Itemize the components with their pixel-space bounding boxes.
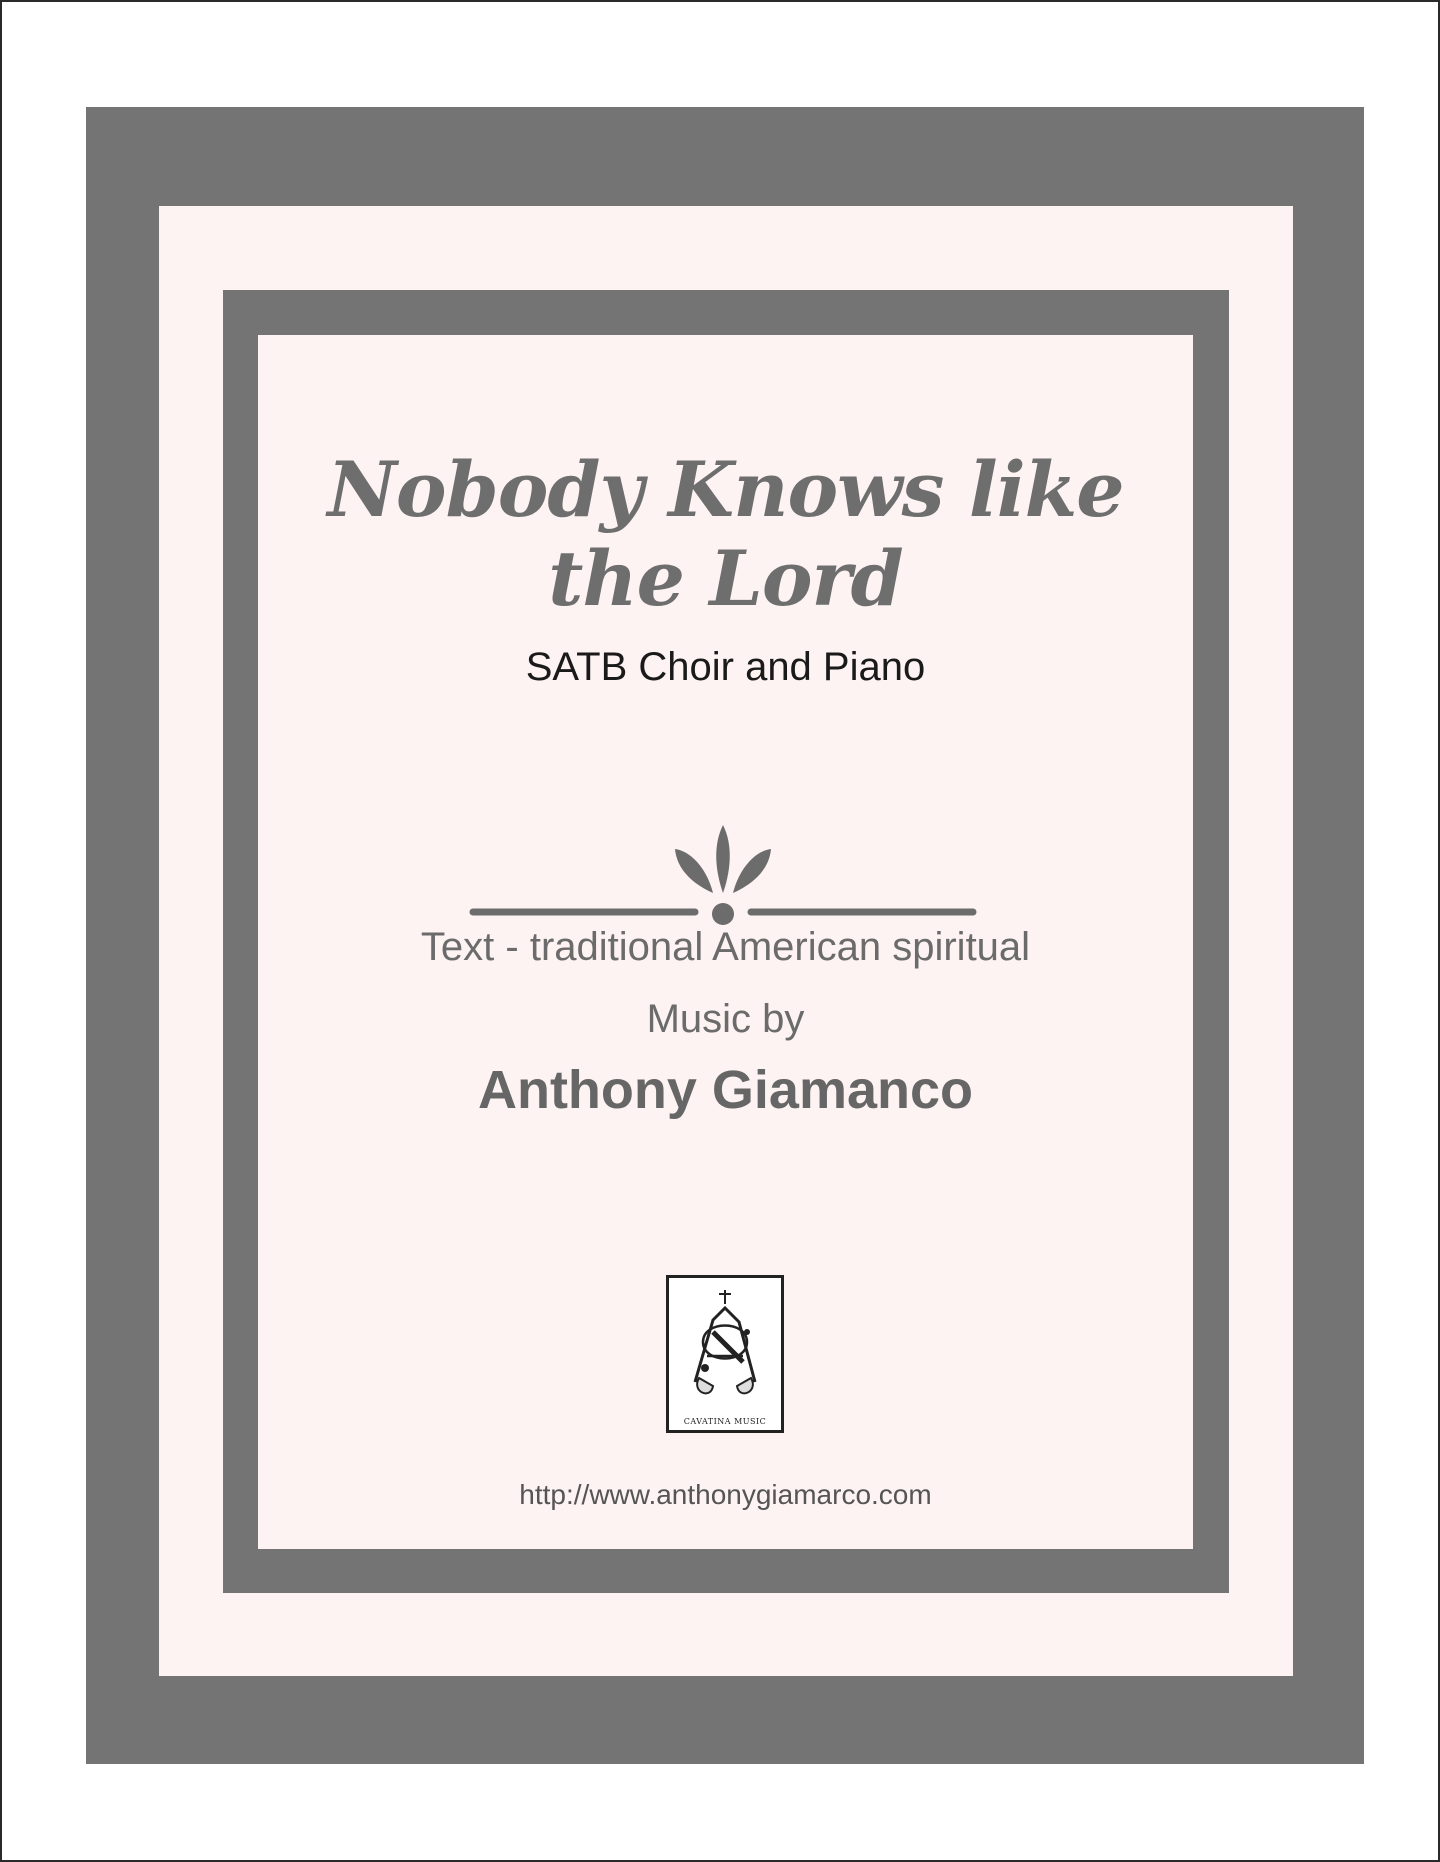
publisher-logo	[666, 1275, 784, 1433]
composer-name: Anthony Giamanco	[477, 1060, 974, 1120]
cover-panel	[258, 335, 1193, 1549]
page-title: Nobody Knows like the Lord	[327, 445, 1124, 623]
subtitle: SATB Choir and Piano	[525, 645, 926, 689]
music-by-label: Music by	[646, 997, 805, 1041]
website-link[interactable]: http://www.anthonygiamarco.com	[519, 1479, 932, 1510]
fleuron-divider-icon	[463, 785, 983, 935]
logo-label: CAVATINA MUSIC	[683, 1417, 767, 1426]
music-emblem-icon	[673, 1282, 777, 1406]
text-credit: Text - traditional American spiritual	[420, 925, 1031, 969]
